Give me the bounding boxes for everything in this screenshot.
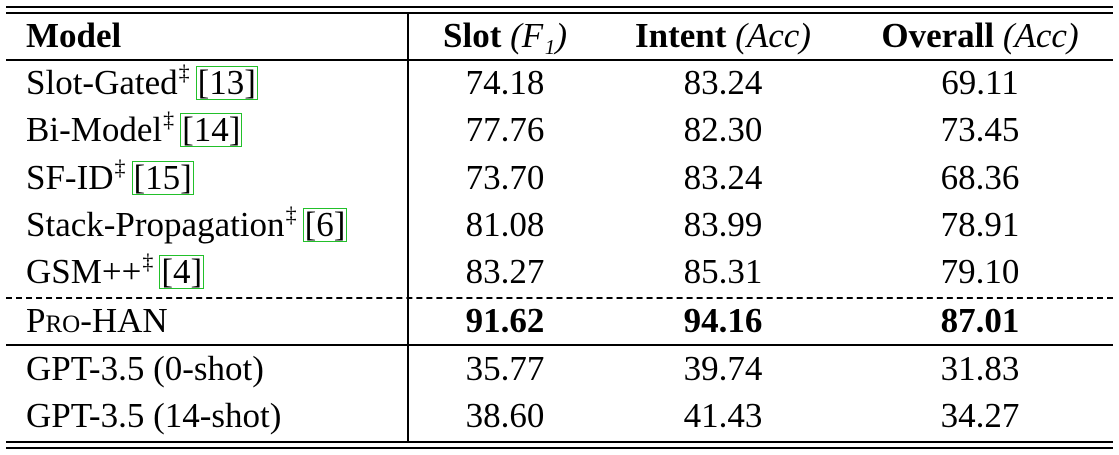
overall-value: 78.91 — [940, 205, 1020, 244]
intent-value: 94.16 — [683, 301, 763, 340]
table-row — [0, 106, 1119, 154]
bottom-rule-2 — [6, 447, 1113, 449]
model-label: Bi-Model — [26, 110, 163, 149]
overall-value: 31.83 — [940, 349, 1020, 388]
intent-value: 85.31 — [683, 252, 763, 291]
citation-link[interactable]: [4] — [161, 252, 203, 291]
header-slot-label: Slot — [443, 16, 502, 55]
table-row-ours — [0, 297, 1119, 345]
table-header — [0, 12, 1119, 60]
footnote-mark: ‡ — [142, 249, 154, 274]
citation-link[interactable]: [13] — [197, 63, 256, 102]
table-row — [0, 154, 1119, 202]
model-label: Slot-Gated — [26, 63, 178, 102]
top-rule-1 — [6, 6, 1113, 8]
intent-value: 82.30 — [683, 110, 763, 149]
table-row — [0, 59, 1119, 107]
citation-link[interactable]: [14] — [182, 110, 241, 149]
citation-link[interactable]: [15] — [133, 158, 192, 197]
overall-value: 34.27 — [940, 396, 1020, 435]
slot-value: 91.62 — [465, 301, 545, 340]
header-intent-metric: (Acc) — [735, 16, 811, 55]
table-row — [0, 248, 1119, 296]
footnote-mark: ‡ — [163, 107, 175, 132]
model-name: Pro-HAN — [26, 301, 168, 340]
model-name: GPT-3.5 (0-shot) — [26, 349, 264, 388]
slot-value: 35.77 — [465, 349, 545, 388]
model-name — [26, 59, 258, 107]
model-name — [26, 248, 204, 296]
header-model: Model — [26, 16, 122, 55]
intent-value: 83.24 — [683, 63, 763, 102]
overall-value: 69.11 — [941, 63, 1019, 102]
table-row — [0, 392, 1119, 440]
footnote-mark: ‡ — [178, 60, 190, 85]
bottom-rule-1 — [6, 441, 1113, 443]
intent-value: 39.74 — [683, 349, 763, 388]
header-overall-metric: (Acc) — [1002, 16, 1079, 55]
slot-value: 73.70 — [465, 158, 545, 197]
slot-value: 74.18 — [465, 63, 545, 102]
header-slot-metric: (F₁) — [510, 16, 567, 55]
footnote-mark: ‡ — [285, 202, 297, 227]
model-name — [26, 201, 347, 249]
table-row — [0, 345, 1119, 393]
intent-value: 83.24 — [683, 158, 763, 197]
slot-value: 77.76 — [465, 110, 545, 149]
model-name: GPT-3.5 (14-shot) — [26, 396, 282, 435]
model-name — [26, 106, 242, 154]
overall-value: 73.45 — [940, 110, 1020, 149]
header-overall-label: Overall — [881, 16, 995, 55]
model-label: GSM++ — [26, 252, 142, 291]
intent-value: 83.99 — [683, 205, 763, 244]
header-slot — [410, 12, 600, 60]
header-intent — [602, 12, 844, 60]
overall-value: 87.01 — [940, 301, 1020, 340]
model-label: SF-ID — [26, 158, 114, 197]
slot-value: 83.27 — [465, 252, 545, 291]
footnote-mark: ‡ — [114, 155, 126, 180]
slot-value: 38.60 — [465, 396, 545, 435]
header-intent-label: Intent — [635, 16, 727, 55]
header-overall — [846, 12, 1114, 60]
intent-value: 41.43 — [683, 396, 763, 435]
overall-value: 68.36 — [940, 158, 1020, 197]
model-name — [26, 154, 194, 202]
table-row — [0, 201, 1119, 249]
citation-link[interactable]: [6] — [304, 205, 346, 244]
slot-value: 81.08 — [465, 205, 545, 244]
model-label: Stack-Propagation — [26, 205, 285, 244]
overall-value: 79.10 — [940, 252, 1020, 291]
